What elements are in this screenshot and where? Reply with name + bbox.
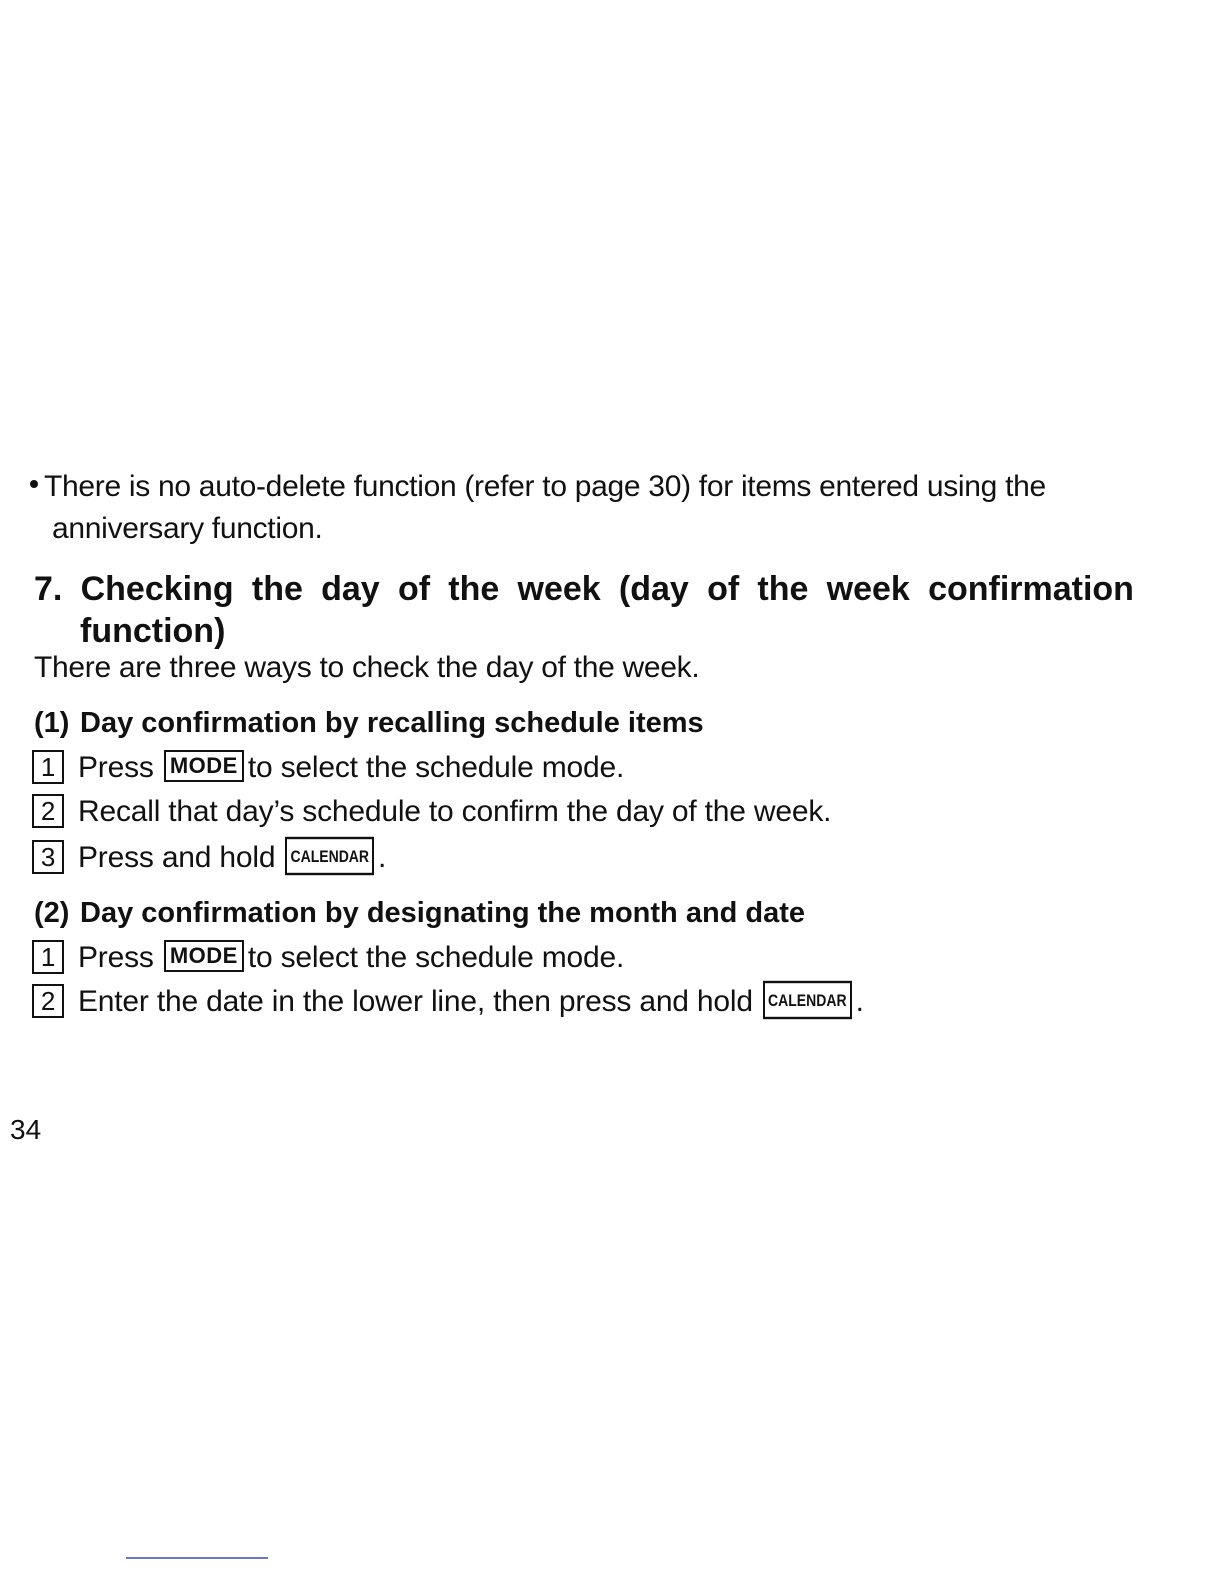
calendar-key-icon: CALENDAR: [763, 981, 852, 1019]
mode-key-icon: MODE: [164, 940, 244, 972]
heading-word: of: [397, 570, 431, 608]
intro-text: There are three ways to check the day of the week.: [34, 651, 700, 684]
step-number-box: 1: [32, 940, 64, 974]
step-text: Press: [78, 751, 154, 784]
subsection-1-title: [34, 703, 704, 743]
note-bullet: [30, 466, 1140, 550]
subsection-number: (1): [34, 707, 70, 739]
heading-word: (day: [618, 570, 689, 608]
heading-word: confirmation: [928, 570, 1134, 608]
heading-row-2: function): [80, 612, 226, 650]
heading-number: 7.: [34, 570, 63, 608]
heading-word: the: [448, 570, 500, 608]
mode-key-icon: MODE: [164, 750, 244, 782]
step-text: Press: [78, 941, 154, 974]
calendar-key-icon: CALENDAR: [285, 837, 374, 875]
heading-word: week: [517, 570, 601, 608]
step-item: [32, 938, 624, 978]
note-line-2: anniversary function.: [52, 512, 323, 545]
step-number-box: 1: [32, 750, 64, 784]
step-text: .: [378, 841, 387, 874]
step-number-box: 2: [32, 794, 64, 828]
heading-word: the: [757, 570, 809, 608]
step-item: [32, 748, 624, 788]
step-item: [32, 792, 831, 832]
step-text: to select the schedule mode.: [247, 751, 625, 784]
section-heading: [34, 568, 1134, 652]
heading-word: day: [321, 570, 380, 608]
step-text: Enter the date in the lower line, then press and hold: [78, 985, 753, 1018]
heading-word: the: [251, 570, 303, 608]
step-number-box: 2: [32, 984, 64, 1018]
bottom-divider: [126, 1557, 268, 1559]
step-text: to select the schedule mode.: [247, 941, 625, 974]
subsection-title-text: Day confirmation by designating the month and date: [80, 897, 806, 929]
step-text: Press and hold: [78, 841, 276, 874]
heading-word: week: [826, 570, 910, 608]
heading-word: Checking: [80, 570, 234, 608]
step-text: Recall that day’s schedule to confirm the day of the week.: [78, 795, 832, 828]
subsection-2-title: [34, 893, 805, 933]
subsection-title-text: Day confirmation by recalling schedule items: [80, 707, 704, 739]
note-line-1: There is no auto-delete function (refer to page 30) for items entered using the: [44, 470, 1046, 503]
subsection-number: (2): [34, 897, 70, 929]
bullet-dot-icon: [30, 480, 38, 488]
step-number-box: 3: [32, 840, 64, 874]
page-number: 34: [10, 1114, 42, 1145]
heading-word: of: [707, 570, 740, 608]
step-text: .: [855, 985, 864, 1018]
heading-row-1: [34, 568, 1134, 610]
step-item: [32, 982, 864, 1022]
step-item: [32, 838, 386, 878]
